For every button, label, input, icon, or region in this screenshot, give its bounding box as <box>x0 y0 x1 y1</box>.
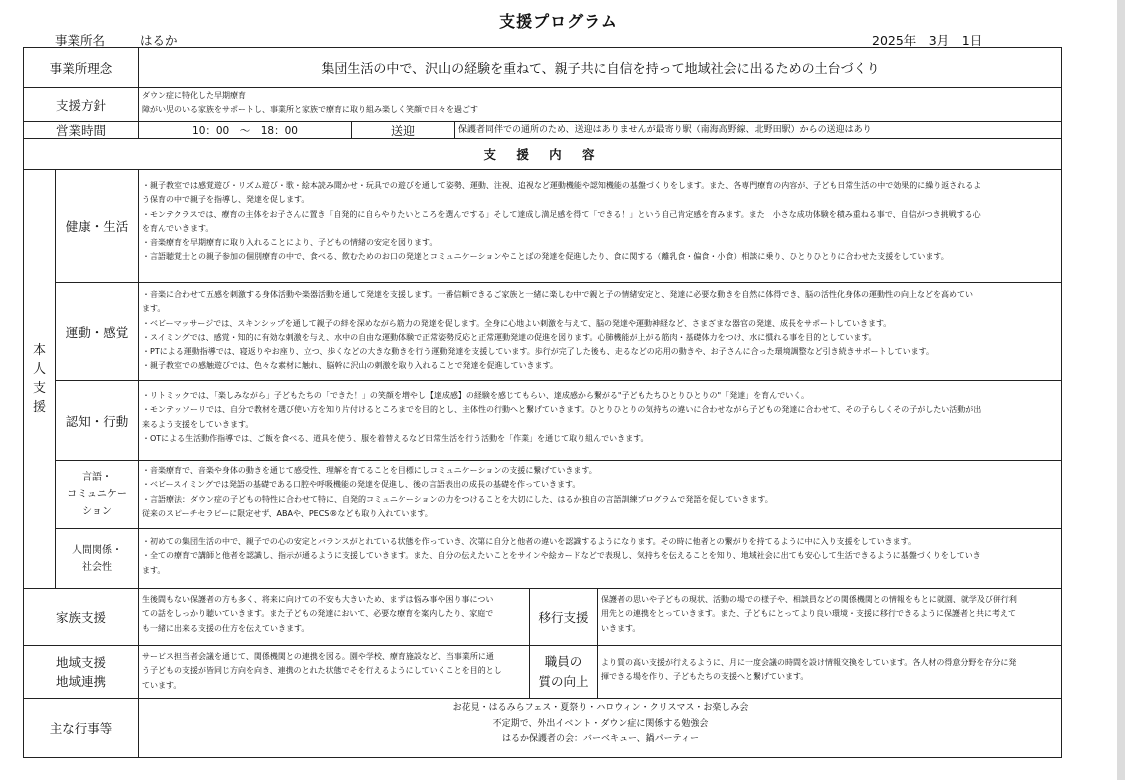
family-line: ての話をしっかり聴いていきます。また子どもの発達において、必要な療育を案内したり、家庭で <box>142 609 494 619</box>
staff-label-line: 職員の <box>544 654 583 669</box>
section-text-motor <box>139 283 1062 381</box>
event-line: はるか保護者の会：バーベキュー、鍋パーティー <box>502 734 699 744</box>
section-label-health: 健康・生活 <box>56 170 139 283</box>
section-line: ・スイミングでは、感覚・知的に有効な刺激を与え、水中の自由な運動体験で正常姿勢反応と正常運動発達の促進を図ります。心肺機能が上がる筋肉・基礎体力をつけ、水に慣れる事を目的としています。 <box>142 332 877 342</box>
hours-value: 10：00 ～ 18：00 <box>139 122 352 139</box>
document-date: 2025年 3月 1日 <box>872 33 983 48</box>
support-content-title: 支 援 内 容 <box>24 139 1062 170</box>
family-support-text <box>139 589 530 646</box>
transport-label: 送迎 <box>352 122 455 139</box>
philosophy-label: 事業所理念 <box>24 48 139 88</box>
personal-support-char: 本 <box>32 343 46 358</box>
transition-line: いきます。 <box>601 623 641 633</box>
events-text <box>139 699 1062 757</box>
family-support-label: 家族支援 <box>24 589 139 646</box>
community-line: サービス担当者会議を通じて、関係機関との連携を図る。園や学校、療育施設など、当事業所に通 <box>142 652 494 661</box>
section-line: ・モンテッソーリでは、自分で教材を選び使い方を知り片付けるところまでを目的とし、主体性の行動へと繋げていきます。ひとりひとりの気持ちの違いに合わせながら子どもの発達に合わせて、その子らしくその子がしたい活動が出 <box>142 405 982 415</box>
section-text-cognition <box>139 381 1062 461</box>
philosophy-text: 集団生活の中で、沢山の経験を重ねて、親子共に自信を持って地域社会に出るための土台づくり <box>139 48 1062 88</box>
community-label-line: 地域支援 <box>55 655 106 670</box>
office-name-label: 事業所名 <box>55 33 106 48</box>
transition-line: 保護者の思いや子どもの現状、活動の場での様子や、相談員などの関係機関との情報をもとに就園、就学及び併行利 <box>601 595 1017 604</box>
section-line: ・全ての療育で講師と他者を認識し、指示が通るように支援していきます。また、自分の伝えたいことをサインや絵カードなどで表現し、気持ちを伝えることを知り、地域社会に出ても安心して生活できるように基盤づくりをしていき <box>142 551 981 561</box>
office-name-value: はるか <box>140 33 178 48</box>
section-label-line: ション <box>82 506 112 517</box>
section-line: ・言語聴覚士との親子参加の個別療育の中で、食べる、飲むためのお口の発達とコミュニケーションやことばの発達を促進したり、食に関する（離乳食・偏食・小食）相談に乗り、ひとりひとりに合わせた支援をしています。 <box>142 252 949 262</box>
section-label-line: 人間関係・ <box>72 544 122 556</box>
event-line: 不定期で、外出イベント・ダウン症に関係する勉強会 <box>492 718 709 729</box>
personal-support-char: 援 <box>32 400 46 415</box>
section-line: 来るよう支援をしていきます。 <box>142 419 254 429</box>
section-line: ・言語療法：ダウン症の子どもの特性に合わせて特に、自発的コミュニケーションの力をつけることを大切にした、はるか独自の言語訓練プログラムで発語を促していきます。 <box>142 494 773 504</box>
event-line: お花見・はるみらフェス・夏祭り・ハロウィン・クリスマス・お楽しみ会 <box>452 703 749 713</box>
policy-label: 支援方針 <box>24 88 139 122</box>
section-label-line: 社会性 <box>82 561 112 573</box>
staff-line: 揮できる場を作り、子どもたちの支援へと繋げています。 <box>601 672 809 682</box>
hours-label: 営業時間 <box>24 122 139 139</box>
transition-line: 用先との連携をとっていきます。また、子どもにとってより良い環境・支援に移行できるように保護者と共に考えて <box>601 609 1017 619</box>
section-line: ・親子教室では感覚遊び・リズム遊び・歌・絵本読み聞かせ・玩具での遊びを通して姿勢、運動、注視、追視など運動機能や認知機能の基盤づくりをします。また、各専門療育の内容が、子ども日常生活の中で効果的に繰り返されるよ <box>142 181 982 190</box>
viewer-scrollbar-track[interactable] <box>1117 0 1125 780</box>
section-label-cognition: 認知・行動 <box>56 381 139 461</box>
section-line: ・初めての集団生活の中で、親子での心の安定とバランスがとれている状態を作っていき、次第に自分と他者の違いを認識するようになります。その時に他者との繋がりを持てるように中に入り支援をしていきます。 <box>142 537 916 546</box>
section-line: ・ベビースイミングでは発語の基礎である口腔や呼吸機能の発達を促進し、後の言語表出の成長の基礎を作っていきます。 <box>142 480 581 490</box>
section-label-line: 言語・ <box>82 472 112 483</box>
section-line: ・モンテクラスでは、療育の主体をお子さんに置き「自発的に自らやりたいところを選んでする」そして達成し満足感を得て「できる！」という自己肯定感を育みます。また 小さな成功体験を積み重ねる事で、自信がつき挑戦する心 <box>142 209 981 219</box>
program-table <box>23 47 1062 758</box>
section-line: ます。 <box>142 565 166 575</box>
transition-support-label: 移行支援 <box>530 589 598 646</box>
page-title: 支援プログラム <box>499 12 618 31</box>
section-line: ・リトミックでは、「楽しみながら」子どもたちの「できた！」の笑顔を増やし【達成感】の経験を感じてもらい、達成感から繋がる"子どもたちひとりひとりの"「発達」を育んでいく。 <box>142 391 810 400</box>
section-line: ・音楽に合わせて五感を刺激する身体活動や楽器活動を通して発達を支援します。一番信頼できるご家族と一緒に楽しむ中で親と子の情緒安定と、発達に必要な動きを自然に体得でき、脳の活性化身体の運動性の向上などを高めてい <box>142 290 974 299</box>
policy-line: 障がい児のいる家族をサポートし、事業所と家族で療育に取り組み楽しく笑顔で日々を過ごす <box>142 105 478 114</box>
section-text-social <box>139 529 1062 589</box>
personal-support-char: 支 <box>32 381 46 396</box>
policy-text <box>139 88 1062 122</box>
section-line: う保育の中で親子を指導し、発達を促します。 <box>142 195 310 205</box>
community-support-label <box>24 646 139 699</box>
staff-quality-text <box>598 646 1062 699</box>
section-line: 従来のスピーチセラピーに限定せず、ABAや、PECS®なども取り入れています。 <box>142 508 433 518</box>
family-line: も一緒に出来る支援の仕方を伝えていきます。 <box>142 623 310 633</box>
community-support-text <box>139 646 530 699</box>
section-line: ます。 <box>142 304 166 314</box>
community-line: う子どもの支援が皆同じ方向を向き、連携のとれた状態でそを行えるようにしていくことを目的とし <box>142 666 502 676</box>
section-label-motor: 運動・感覚 <box>56 283 139 381</box>
events-label: 主な行事等 <box>24 699 139 757</box>
community-label-line: 地域連携 <box>55 674 106 689</box>
transport-text: 保護者同伴での通所のため、送迎はありませんが最寄り駅（南海高野線、北野田駅）からの送迎はあり <box>455 122 1062 139</box>
section-line: ・ベビーマッサージでは、スキンシップを通して親子の絆を深めながら筋力の発達を促します。全身に心地よい刺激を与えて、脳の発達や運動神経など、さまざまな器官の発達、成長をサポートしていきます。 <box>142 318 892 328</box>
staff-line: より質の高い支援が行えるように、月に一度会議の時間を設け情報交換をしています。各人材の得意分野を存分に発 <box>601 658 1017 667</box>
section-line: ・音楽療育で、音楽や身体の動きを通じて感受性、理解を育てることを目標にしコミュニケーションの支援に繋げていきます。 <box>142 466 597 475</box>
family-line: 生後間もない保護者の方も多く、将来に向けての不安も大きいため、まずは悩み事や困り事につい <box>142 595 494 604</box>
community-line: ています。 <box>142 680 182 690</box>
section-line: ・PTによる運動指導では、寝返りやお座り、立つ、歩くなどの大きな動きを行う運動発達を支援しています。歩行が完了した後も、走るなどの応用の動きや、お子さんに合った環境調整など引き続きサポートしています。 <box>142 347 934 357</box>
personal-support-label <box>24 170 56 589</box>
section-text-language <box>139 461 1062 529</box>
personal-support-char: 人 <box>32 362 46 377</box>
section-line: を育んでいきます。 <box>142 223 214 233</box>
section-line: ・OTによる生活動作指導では、ご飯を食べる、道具を使う、服を着替えるなど日常生活を行う活動を「作業」を通じて取り組んでいきます。 <box>142 433 649 443</box>
section-label-language <box>56 461 139 529</box>
section-line: ・親子教室での感触遊びでは、色々な素材に触れ、脳幹に沢山の刺激を取り入れることで発達を促進していきます。 <box>142 361 558 371</box>
transition-support-text <box>598 589 1062 646</box>
policy-line: ダウン症に特化した早期療育 <box>142 91 246 100</box>
staff-label-line: 質の向上 <box>538 674 589 689</box>
staff-quality-label <box>530 646 598 699</box>
section-line: ・音楽療育を早期療育に取り入れることにより、子どもの情緒の安定を図ります。 <box>142 238 438 248</box>
section-label-social <box>56 529 139 589</box>
section-label-line: コミュニケー <box>67 489 127 500</box>
section-text-health <box>139 170 1062 283</box>
